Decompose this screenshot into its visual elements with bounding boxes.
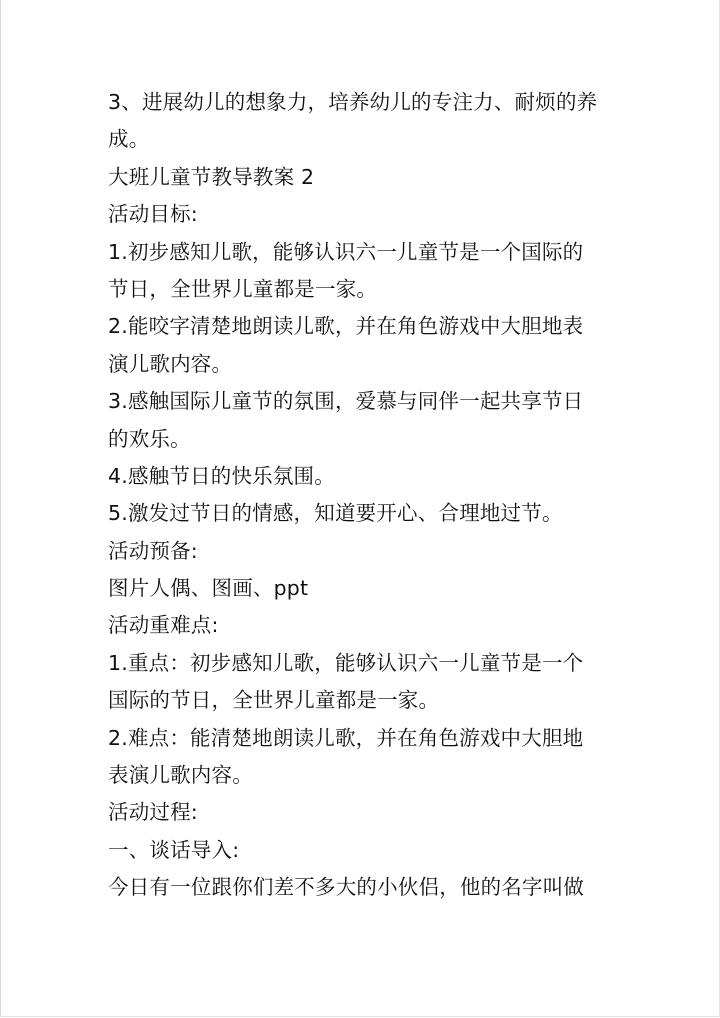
text-line: 演儿歌内容。 — [108, 351, 233, 376]
text-line: 图片人偶、图画、ppt — [108, 576, 309, 601]
text-line: 3.感触国际儿童节的氛围，爱慕与同伴一起共享节日 — [108, 389, 584, 414]
document-body — [108, 84, 618, 907]
subsection-heading: 一、谈话导入: — [108, 837, 240, 862]
text-line: 成。 — [108, 127, 150, 152]
text-line: 表演儿歌内容。 — [108, 763, 253, 788]
section-heading: 活动预备: — [108, 538, 198, 563]
text-line: 5.激发过节日的情感，知道要开心、合理地过节。 — [108, 501, 563, 526]
text-line: 3、进展幼儿的想象力，培养幼儿的专注力、耐烦的养 — [108, 90, 598, 114]
section-heading: 活动过程: — [108, 800, 198, 825]
section-heading: 活动目标: — [108, 202, 198, 227]
text-line: 国际的节日，全世界儿童都是一家。 — [108, 688, 440, 713]
section-title: 大班儿童节教导教案 2 — [108, 164, 315, 189]
text-line: 的欢乐。 — [108, 426, 191, 451]
text-line: 4.感触节日的快乐氛围。 — [108, 463, 335, 488]
section-heading: 活动重难点: — [108, 613, 219, 638]
text-line: 今日有一位跟你们差不多大的小伙侣，他的名字叫做 — [108, 875, 585, 900]
text-line: 2.难点：能清楚地朗读儿歌，并在角色游戏中大胆地 — [108, 725, 584, 750]
text-line: 1.重点：初步感知儿歌，能够认识六一儿童节是一个 — [108, 650, 584, 675]
text-line: 节日，全世界儿童都是一家。 — [108, 276, 378, 301]
text-line: 2.能咬字清楚地朗读儿歌，并在角色游戏中大胆地表 — [108, 314, 584, 339]
text-line: 1.初步感知儿歌，能够认识六一儿童节是一个国际的 — [108, 239, 584, 264]
